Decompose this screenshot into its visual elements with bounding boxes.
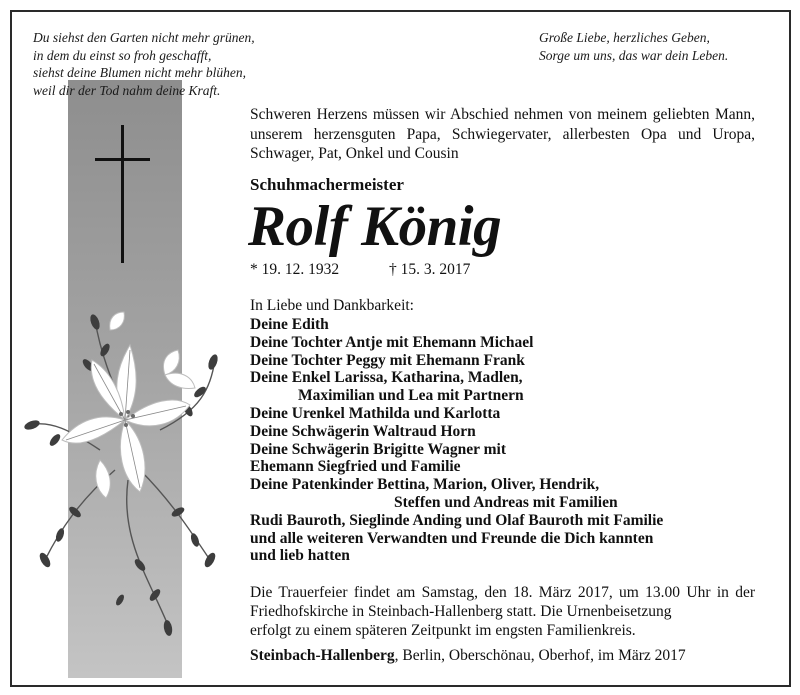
poem-left-line: siehst deine Blumen nicht mehr blühen, <box>33 65 246 80</box>
life-dates <box>250 261 470 279</box>
mourner-line: und alle weiteren Verwandten und Freunde die Dich kannten <box>250 529 654 547</box>
death-date: † 15. 3. 2017 <box>389 261 471 278</box>
mourner-line: Deine Edith <box>250 316 329 333</box>
cross-icon-bar <box>95 158 150 161</box>
mourners-intro: In Liebe und Dankbarkeit: <box>250 297 414 314</box>
mourner-line: Deine Enkel Larissa, Katharina, Madlen, <box>250 369 523 387</box>
mourner-line: Deine Schwägerin Brigitte Wagner mit <box>250 440 507 458</box>
poem-left-line: weil dir der Tod nahm deine Kraft. <box>33 82 221 98</box>
place-and-date <box>250 647 686 665</box>
poem-right-line: Sorge um uns, das war dein Leben. <box>539 47 729 63</box>
place-main: Steinbach-Hallenberg <box>250 647 395 664</box>
place-rest: , Berlin, Oberschönau, Oberhof, im März 2017 <box>394 647 686 664</box>
funeral-text-end: erfolgt zu einem späteren Zeitpunkt im engsten Familienkreis. <box>250 622 636 639</box>
mourner-line: Ehemann Siegfried und Familie <box>250 458 461 476</box>
mourner-line: Deine Urenkel Mathilda und Karlotta <box>250 404 501 422</box>
mourner-line: Deine Patenkinder Bettina, Marion, Oliver, Hendrik, <box>250 476 600 494</box>
mourner-line: Maximilian und Lea mit Partnern <box>298 387 524 405</box>
mourner-line: und lieb hatten <box>250 547 350 565</box>
mourner-line: Deine Schwägerin Waltraud Horn <box>250 422 476 440</box>
poem-left-line: in dem du einst so froh geschafft, <box>33 47 212 63</box>
deceased-name: Rolf König <box>248 195 502 258</box>
funeral-text: Die Trauerfeier findet am Samstag, den 18. März 2017, um 13.00 Uhr in der Friedhofskirche in Steinbach-Hallenberg statt. Die Urnenbeisetzung <box>250 584 755 620</box>
mourners-list <box>250 316 663 565</box>
mourner-line: Rudi Bauroth, Sieglinde Anding und Olaf Bauroth mit Familie <box>250 511 664 529</box>
poem-right <box>539 29 728 64</box>
cross-icon <box>121 125 124 263</box>
mourner-line: Deine Tochter Antje mit Ehemann Michael <box>250 333 534 351</box>
deceased-profession: Schuhmachermeister <box>250 175 404 194</box>
poem-left-line: Du siehst den Garten nicht mehr grünen, <box>33 30 255 45</box>
birth-date: * 19. 12. 1932 <box>250 261 340 278</box>
mourner-line: Steffen und Andreas mit Familien <box>394 493 618 511</box>
funeral-info <box>250 583 755 640</box>
intro-text: Schweren Herzens müssen wir Abschied nehmen von meinem geliebten Mann, unserem herzensguten Papa, Schwiegervater, allerbesten Opa und Uropa, Schwager, Pat, Onkel und Cousin <box>250 106 755 162</box>
poem-right-line: Große Liebe, herzliches Geben, <box>539 30 710 45</box>
mourner-line: Deine Tochter Peggy mit Ehemann Frank <box>250 351 525 369</box>
poem-left <box>33 29 255 99</box>
